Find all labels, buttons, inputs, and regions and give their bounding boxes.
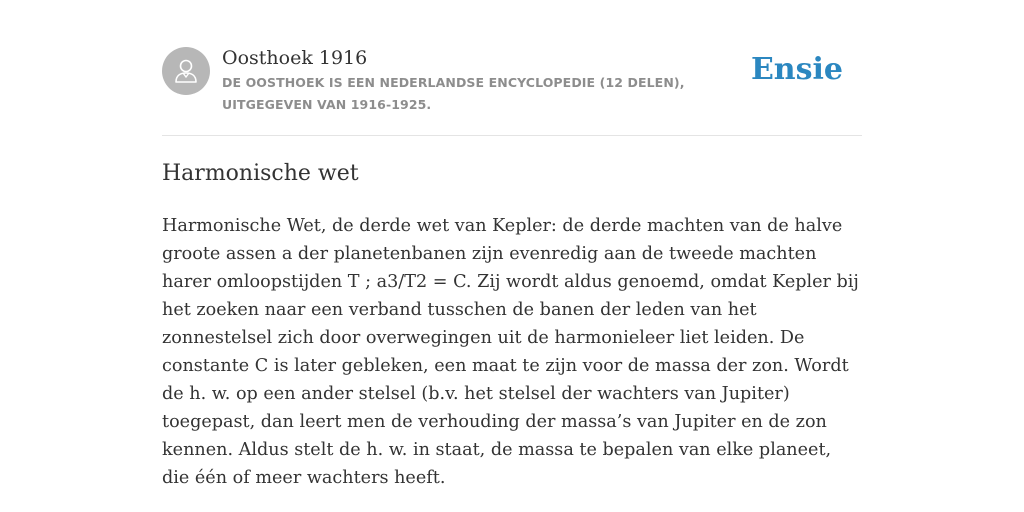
- user-icon: [171, 56, 201, 86]
- header-divider: [162, 135, 862, 136]
- ensie-logo[interactable]: Ensie: [750, 52, 843, 87]
- source-description: DE OOSTHOEK IS EEN NEDERLANDSE ENCYCLOPEDIE (12 DELEN), UITGEGEVEN VAN 1916-1925.: [222, 75, 685, 112]
- source-avatar[interactable]: [162, 47, 210, 95]
- source-title[interactable]: Oosthoek 1916: [222, 47, 368, 69]
- entry-title: Harmonische wet: [162, 161, 359, 186]
- entry-body: Harmonische Wet, de derde wet van Kepler: de derde machten van de halve groote assen a der planetenbanen zijn evenredig aan de tweede machten harer omloopstijden T ; a3/T2 = C. Zij wordt aldus genoemd, omdat Kepler bij het zoeken naar een verband tusschen de banen der leden van het zonnestelsel zich door overwegingen uit de harmonieleer liet leiden. De constante C is later gebleken, een maat te zijn voor de massa der zon. Wordt de h. w. op een ander stelsel (b.v. het stelsel der wachters van Jupiter) toegepast, dan leert men de verhouding der massa’s van Jupiter en de zon kennen. Aldus stelt de h. w. in staat, de massa te bepalen van elke planeet, die één of meer wachters heeft.: [162, 216, 859, 488]
